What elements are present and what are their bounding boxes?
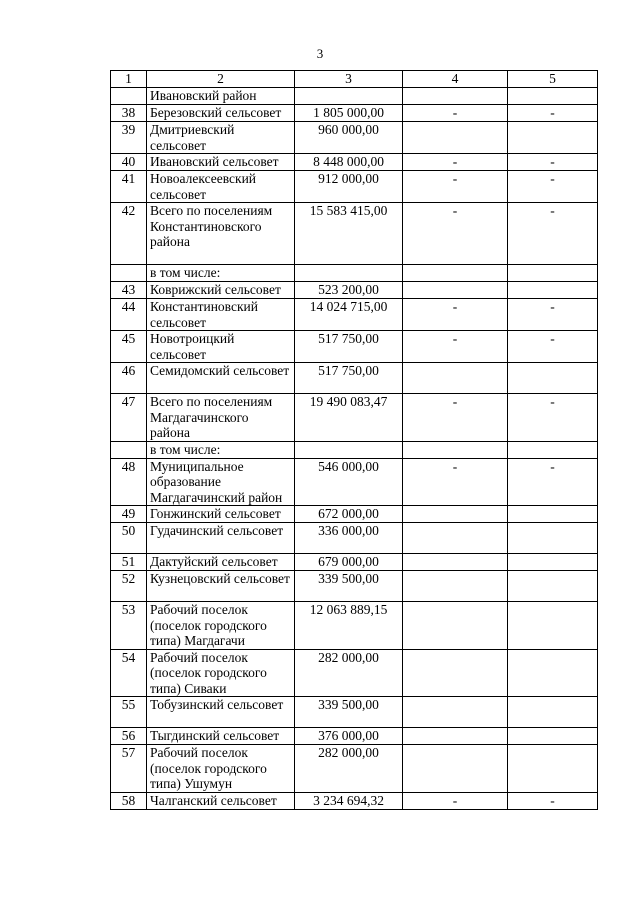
settlement-name-cell: в том числе: xyxy=(147,441,295,458)
settlement-name-cell: Рабочий поселок (поселок городского типа) Магдагачи xyxy=(147,602,295,650)
amount-cell: 8 448 000,00 xyxy=(295,154,403,171)
settlement-name-cell: Константиновский сельсовет xyxy=(147,299,295,331)
settlement-name-cell: Дмитриевский сельсовет xyxy=(147,122,295,154)
column-header-5: 5 xyxy=(508,71,598,88)
column-5-cell: - xyxy=(508,299,598,331)
row-number-cell: 47 xyxy=(111,394,147,442)
row-number-cell: 38 xyxy=(111,105,147,122)
column-4-cell xyxy=(403,745,508,793)
column-5-cell: - xyxy=(508,105,598,122)
column-5-cell xyxy=(508,441,598,458)
settlement-name-cell: Новотроицкий сельсовет xyxy=(147,331,295,363)
row-number-cell xyxy=(111,265,147,282)
column-4-cell: - xyxy=(403,105,508,122)
column-header-1: 1 xyxy=(111,71,147,88)
column-4-cell xyxy=(403,728,508,745)
row-number-cell: 53 xyxy=(111,602,147,650)
column-4-cell xyxy=(403,697,508,728)
table-row xyxy=(111,171,598,203)
amount-cell xyxy=(295,265,403,282)
table-row xyxy=(111,394,598,442)
table-row xyxy=(111,602,598,650)
column-header-2: 2 xyxy=(147,71,295,88)
column-5-cell xyxy=(508,363,598,394)
settlement-name-cell: Коврижский сельсовет xyxy=(147,282,295,299)
row-number-cell: 48 xyxy=(111,458,147,506)
column-5-cell xyxy=(508,523,598,554)
column-4-cell xyxy=(403,554,508,571)
row-number-cell: 55 xyxy=(111,697,147,728)
table-row xyxy=(111,203,598,265)
table-row xyxy=(111,122,598,154)
column-4-cell xyxy=(403,88,508,105)
settlement-name-cell: Рабочий поселок (поселок городского типа) Сиваки xyxy=(147,649,295,697)
column-header-3: 3 xyxy=(295,71,403,88)
amount-cell: 376 000,00 xyxy=(295,728,403,745)
table-row xyxy=(111,458,598,506)
settlement-name-cell: Ивановский сельсовет xyxy=(147,154,295,171)
table-row xyxy=(111,571,598,602)
table-row xyxy=(111,331,598,363)
table-row xyxy=(111,441,598,458)
amount-cell: 14 024 715,00 xyxy=(295,299,403,331)
column-4-cell: - xyxy=(403,203,508,265)
column-5-cell: - xyxy=(508,331,598,363)
row-number-cell: 51 xyxy=(111,554,147,571)
table-row xyxy=(111,523,598,554)
settlement-name-cell: Рабочий поселок (поселок городского типа) Ушумун xyxy=(147,745,295,793)
column-5-cell xyxy=(508,554,598,571)
amount-cell: 672 000,00 xyxy=(295,506,403,523)
column-5-cell xyxy=(508,602,598,650)
column-4-cell xyxy=(403,602,508,650)
column-5-cell xyxy=(508,728,598,745)
table-row xyxy=(111,88,598,105)
table-row xyxy=(111,506,598,523)
settlement-name-cell: Гонжинский сельсовет xyxy=(147,506,295,523)
table-row xyxy=(111,105,598,122)
amount-cell: 912 000,00 xyxy=(295,171,403,203)
column-4-cell xyxy=(403,649,508,697)
row-number-cell: 44 xyxy=(111,299,147,331)
column-5-cell: - xyxy=(508,458,598,506)
row-number-cell: 43 xyxy=(111,282,147,299)
table-row xyxy=(111,554,598,571)
column-5-cell xyxy=(508,265,598,282)
column-4-cell: - xyxy=(403,458,508,506)
row-number-cell: 50 xyxy=(111,523,147,554)
table-row xyxy=(111,649,598,697)
column-4-cell xyxy=(403,265,508,282)
column-4-cell: - xyxy=(403,331,508,363)
row-number-cell: 58 xyxy=(111,792,147,809)
amount-cell: 336 000,00 xyxy=(295,523,403,554)
amount-cell: 523 200,00 xyxy=(295,282,403,299)
column-4-cell xyxy=(403,523,508,554)
column-5-cell xyxy=(508,649,598,697)
settlement-name-cell: Всего по поселениям Магдагачинского района xyxy=(147,394,295,442)
table-header-row xyxy=(111,71,598,88)
settlement-name-cell: Новоалексеевский сельсовет xyxy=(147,171,295,203)
column-5-cell xyxy=(508,122,598,154)
settlement-name-cell: Кузнецовский сельсовет xyxy=(147,571,295,602)
amount-cell xyxy=(295,88,403,105)
table-row xyxy=(111,282,598,299)
amount-cell: 679 000,00 xyxy=(295,554,403,571)
column-4-cell: - xyxy=(403,299,508,331)
column-4-cell xyxy=(403,506,508,523)
settlement-name-cell: Гудачинский сельсовет xyxy=(147,523,295,554)
column-5-cell: - xyxy=(508,171,598,203)
column-5-cell xyxy=(508,697,598,728)
settlement-name-cell: Ивановский район xyxy=(147,88,295,105)
page-number: 3 xyxy=(316,46,324,61)
column-4-cell: - xyxy=(403,394,508,442)
amount-cell: 282 000,00 xyxy=(295,649,403,697)
row-number-cell: 45 xyxy=(111,331,147,363)
column-5-cell: - xyxy=(508,394,598,442)
amount-cell: 339 500,00 xyxy=(295,571,403,602)
column-4-cell xyxy=(403,441,508,458)
table-row xyxy=(111,299,598,331)
amount-cell xyxy=(295,441,403,458)
row-number-cell: 52 xyxy=(111,571,147,602)
amount-cell: 517 750,00 xyxy=(295,363,403,394)
settlement-name-cell: Чалганский сельсовет xyxy=(147,792,295,809)
row-number-cell xyxy=(111,441,147,458)
row-number-cell: 56 xyxy=(111,728,147,745)
row-number-cell: 57 xyxy=(111,745,147,793)
row-number-cell: 42 xyxy=(111,203,147,265)
settlement-name-cell: Березовский сельсовет xyxy=(147,105,295,122)
row-number-cell xyxy=(111,88,147,105)
settlement-name-cell: Тобузинский сельсовет xyxy=(147,697,295,728)
amount-cell: 12 063 889,15 xyxy=(295,602,403,650)
column-5-cell: - xyxy=(508,154,598,171)
amount-cell: 339 500,00 xyxy=(295,697,403,728)
table-row xyxy=(111,265,598,282)
amount-cell: 19 490 083,47 xyxy=(295,394,403,442)
row-number-cell: 46 xyxy=(111,363,147,394)
column-4-cell xyxy=(403,122,508,154)
column-5-cell xyxy=(508,88,598,105)
amount-cell: 960 000,00 xyxy=(295,122,403,154)
amount-cell: 1 805 000,00 xyxy=(295,105,403,122)
settlement-name-cell: Тыгдинский сельсовет xyxy=(147,728,295,745)
column-4-cell xyxy=(403,363,508,394)
row-number-cell: 39 xyxy=(111,122,147,154)
column-5-cell: - xyxy=(508,203,598,265)
row-number-cell: 54 xyxy=(111,649,147,697)
amount-cell: 15 583 415,00 xyxy=(295,203,403,265)
column-4-cell: - xyxy=(403,792,508,809)
settlement-name-cell: Семидомский сельсовет xyxy=(147,363,295,394)
column-5-cell xyxy=(508,506,598,523)
column-5-cell xyxy=(508,571,598,602)
amount-cell: 282 000,00 xyxy=(295,745,403,793)
row-number-cell: 40 xyxy=(111,154,147,171)
amount-cell: 546 000,00 xyxy=(295,458,403,506)
settlement-name-cell: в том числе: xyxy=(147,265,295,282)
amount-cell: 517 750,00 xyxy=(295,331,403,363)
settlement-name-cell: Всего по поселениям Константиновского района xyxy=(147,203,295,265)
table-row xyxy=(111,697,598,728)
column-5-cell xyxy=(508,745,598,793)
column-5-cell xyxy=(508,282,598,299)
settlement-name-cell: Муниципальное образование Магдагачинский район xyxy=(147,458,295,506)
column-4-cell: - xyxy=(403,171,508,203)
column-5-cell: - xyxy=(508,792,598,809)
column-4-cell: - xyxy=(403,154,508,171)
row-number-cell: 49 xyxy=(111,506,147,523)
table-row xyxy=(111,728,598,745)
amount-cell: 3 234 694,32 xyxy=(295,792,403,809)
table-row xyxy=(111,745,598,793)
column-header-4: 4 xyxy=(403,71,508,88)
row-number-cell: 41 xyxy=(111,171,147,203)
allocation-table xyxy=(110,70,598,810)
table-row xyxy=(111,363,598,394)
column-4-cell xyxy=(403,282,508,299)
column-4-cell xyxy=(403,571,508,602)
table-row xyxy=(111,792,598,809)
settlement-name-cell: Дактуйский сельсовет xyxy=(147,554,295,571)
table-row xyxy=(111,154,598,171)
